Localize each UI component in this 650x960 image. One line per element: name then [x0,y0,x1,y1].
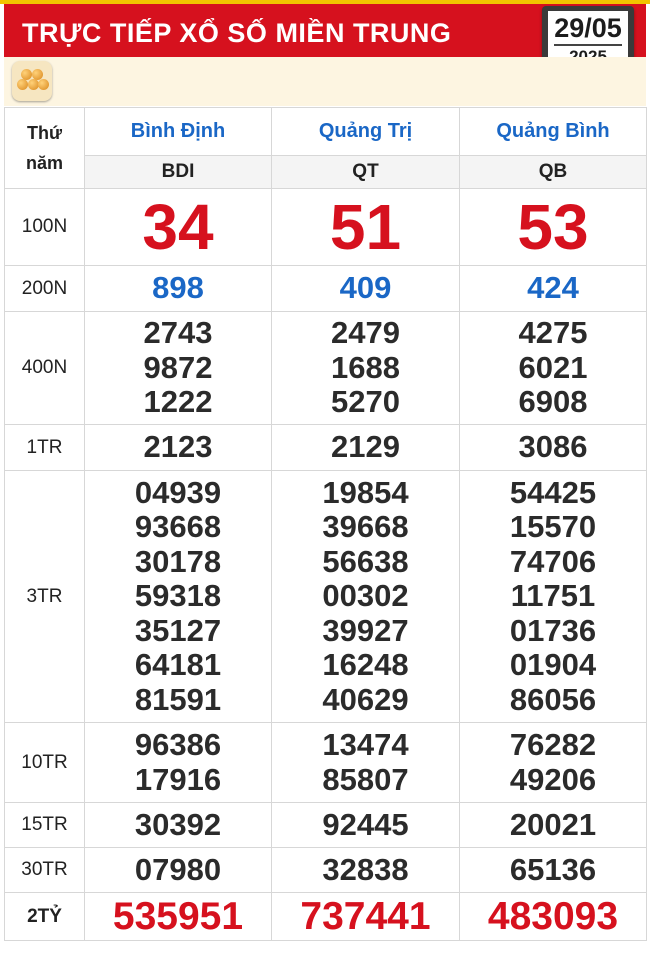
province-name[interactable]: Bình Định [85,108,272,156]
result-number: 85807 [322,761,409,797]
results-table [4,107,647,941]
result-number: 40629 [322,681,409,717]
result-number: 01904 [509,647,597,683]
result-number: 20021 [509,806,597,842]
special-prize-number: 737441 [300,894,431,938]
prize-label: 1TR [5,425,85,471]
result-number: 56638 [322,543,409,579]
result-number: 39927 [322,612,409,648]
page-title: TRỰC TIẾP XỔ SỐ MIỀN TRUNG [22,18,452,48]
prize-row-15tr [5,803,647,848]
result-cell [460,803,647,848]
result-number: 32838 [322,851,409,887]
result-number: 11751 [510,578,596,614]
prize-label: 10TR [5,723,85,803]
result-number: 19854 [322,474,409,510]
prize-row-30tr [5,848,647,893]
result-number: 424 [527,270,579,306]
result-number: 15570 [509,509,597,545]
result-number: 3086 [518,429,588,465]
result-cell [85,893,272,941]
result-number: 76282 [509,727,597,762]
result-cell [460,893,647,941]
result-number: 39668 [322,509,409,545]
result-cell [272,848,460,893]
result-number: 07980 [134,851,222,887]
result-number: 5270 [331,384,400,420]
weekday-label-line2: năm [25,153,63,173]
result-number: 92445 [322,806,409,842]
province-name[interactable]: Quảng Trị [272,108,460,156]
result-cell [460,425,647,471]
result-cell [85,803,272,848]
result-cell [272,893,460,941]
result-number: 86056 [509,681,597,717]
result-number: 81591 [134,681,222,717]
result-number: 64181 [134,647,222,683]
result-cell [460,189,647,266]
result-number: 17916 [134,761,222,797]
result-number: 34 [142,191,214,263]
prize-label: 15TR [5,803,85,848]
result-number: 1222 [143,384,213,420]
result-number: 96386 [134,727,222,762]
result-number: 54425 [509,474,597,510]
result-cell [272,471,460,723]
result-number: 51 [329,191,402,263]
result-number: 2129 [331,429,400,465]
prize-label: 100N [5,189,85,266]
result-cell [85,266,272,312]
prize-row-3tr [5,471,647,723]
prize-row-100n [5,189,647,266]
prize-label: 2TỶ [5,893,85,941]
result-number: 1688 [331,349,400,385]
result-number: 49206 [509,761,597,797]
page-header [4,4,646,57]
result-number: 74706 [509,543,597,579]
weekday-label-line1: Thứ [26,123,63,143]
result-number: 4275 [518,315,588,351]
result-number: 30178 [134,543,222,579]
result-number: 93668 [134,509,222,545]
result-cell [85,312,272,425]
prize-label: 3TR [5,471,85,723]
result-number: 00302 [322,578,409,614]
result-cell [85,848,272,893]
result-cell [85,723,272,803]
result-number: 409 [339,270,392,306]
result-number: 13474 [322,727,409,762]
result-number: 35127 [134,612,222,648]
result-number: 53 [517,191,589,263]
result-cell [272,723,460,803]
result-number: 2123 [143,429,213,465]
special-prize-number: 483093 [487,894,619,938]
lottery-balls-icon[interactable] [12,61,52,101]
result-cell [272,312,460,425]
result-cell [85,471,272,723]
result-number: 6021 [518,349,588,385]
result-number: 04939 [134,474,222,510]
result-number: 01736 [509,612,597,648]
prize-row-1tr [5,425,647,471]
result-cell [460,266,647,312]
date-day: 29/05 [554,13,622,43]
result-number: 6908 [518,384,588,420]
special-prize-number: 535951 [112,894,244,938]
result-cell [272,266,460,312]
province-code: QT [272,156,460,189]
result-cell [460,723,647,803]
result-cell [460,471,647,723]
result-number: 9872 [143,349,213,385]
province-name[interactable]: Quảng Bình [460,108,647,156]
prize-label: 30TR [5,848,85,893]
result-cell [460,312,647,425]
result-cell [460,848,647,893]
result-cell [85,189,272,266]
result-number: 2743 [143,315,213,351]
prize-row-special [5,893,647,941]
weekday-header [5,108,85,189]
prize-row-400n [5,312,647,425]
prize-row-10tr [5,723,647,803]
province-code: BDI [85,156,272,189]
result-number: 2479 [331,315,400,351]
result-number: 16248 [322,647,409,683]
date-divider [554,44,622,46]
result-cell [272,803,460,848]
result-number: 30392 [134,806,222,842]
result-number: 65136 [509,851,597,887]
prize-label: 400N [5,312,85,425]
result-cell [272,189,460,266]
result-cell [272,425,460,471]
prize-label: 200N [5,266,85,312]
result-number: 898 [152,270,204,306]
result-cell [85,425,272,471]
prize-row-200n [5,266,647,312]
result-number: 59318 [134,578,222,614]
province-code: QB [460,156,647,189]
toolbar-banner [4,57,646,106]
